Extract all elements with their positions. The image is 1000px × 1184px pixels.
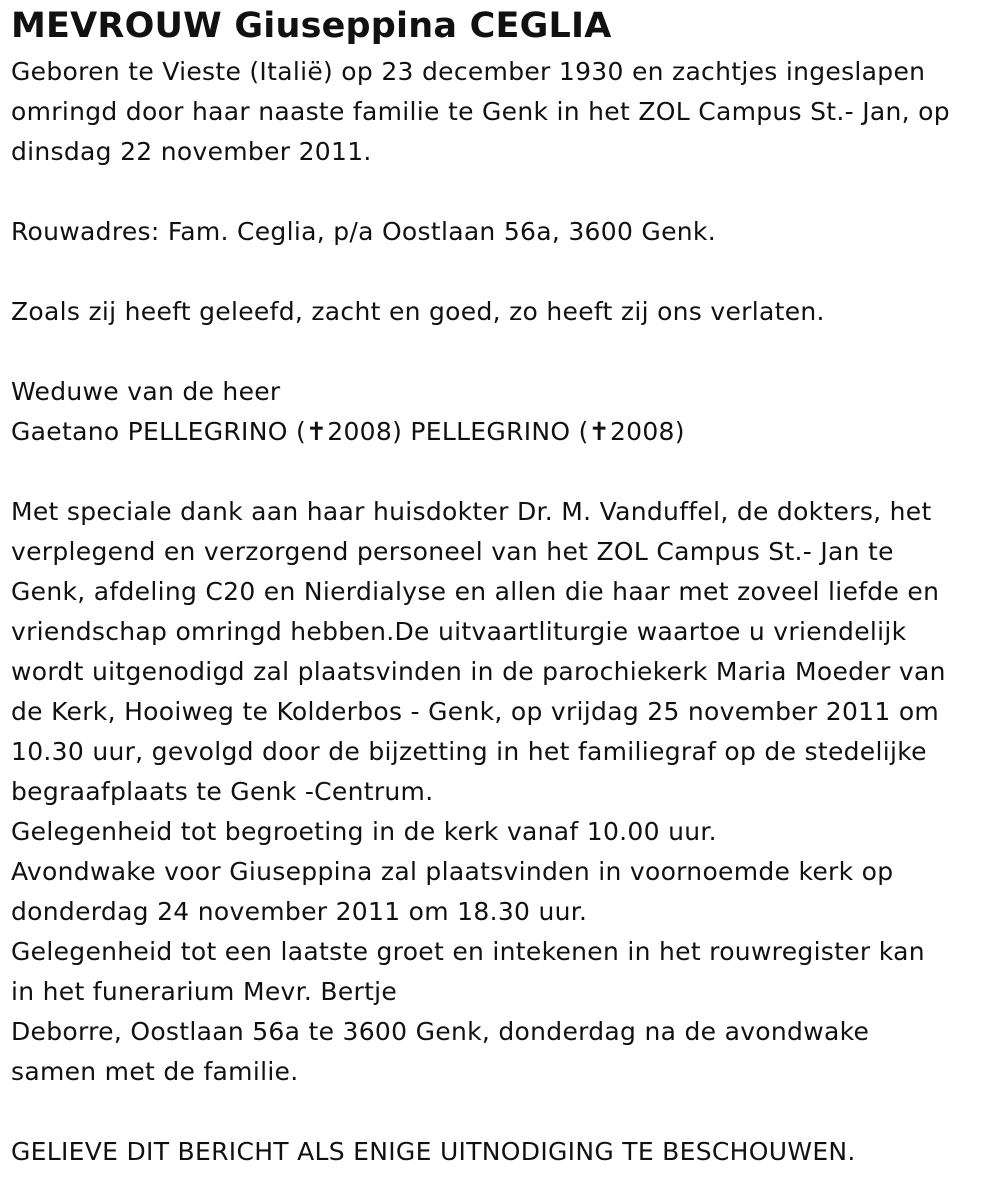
text-line: Genk, afdeling C20 en Nierdialyse en allen die haar met zoveel liefde en: [11, 577, 940, 606]
notice-body: [11, 52, 991, 1172]
paragraph-spacer: [11, 452, 991, 492]
text-line: verplegend en verzorgend personeel van het ZOL Campus St.- Jan te: [11, 537, 894, 566]
text-line: Gelegenheid tot begroeting in de kerk vanaf 10.00 uur.: [11, 817, 717, 846]
text-line: in het funerarium Mevr. Bertje: [11, 977, 398, 1006]
closing-paragraph: [11, 1132, 991, 1172]
text-line: samen met de familie.: [11, 1057, 299, 1086]
text-line: Gelegenheid tot een laatste groet en intekenen in het rouwregister kan: [11, 937, 925, 966]
text-line: Gaetano PELLEGRINO (✝2008) PELLEGRINO (✝2008): [11, 417, 685, 446]
text-line: Avondwake voor Giuseppina zal plaatsvinden in voornoemde kerk op: [11, 857, 894, 886]
text-line: omringd door haar naaste familie te Genk in het ZOL Campus St.- Jan, op: [11, 97, 950, 126]
text-line: vriendschap omringd hebben.De uitvaartliturgie waartoe u vriendelijk: [11, 617, 907, 646]
notice-title: MEVROUW Giuseppina CEGLIA: [11, 6, 612, 46]
birth-death-paragraph: [11, 52, 991, 172]
text-line: Rouwadres: Fam. Ceglia, p/a Oostlaan 56a, 3600 Genk.: [11, 217, 716, 246]
funeral-details-paragraph: [11, 492, 991, 1092]
text-line: wordt uitgenodigd zal plaatsvinden in de parochiekerk Maria Moeder van: [11, 657, 946, 686]
text-line: Met speciale dank aan haar huisdokter Dr. M. Vanduffel, de dokters, het: [11, 497, 932, 526]
text-line: dinsdag 22 november 2011.: [11, 137, 372, 166]
obituary-notice: [11, 0, 991, 1172]
text-line: Zoals zij heeft geleefd, zacht en goed, zo heeft zij ons verlaten.: [11, 297, 825, 326]
text-line: Deborre, Oostlaan 56a te 3600 Genk, donderdag na de avondwake: [11, 1017, 870, 1046]
text-line: Weduwe van de heer: [11, 377, 281, 406]
paragraph-spacer: [11, 172, 991, 212]
paragraph-spacer: [11, 332, 991, 372]
text-line: begraafplaats te Genk -Centrum.: [11, 777, 434, 806]
text-line: donderdag 24 november 2011 om 18.30 uur.: [11, 897, 588, 926]
text-line: 10.30 uur, gevolgd door de bijzetting in het familiegraf op de stedelijke: [11, 737, 927, 766]
text-line: GELIEVE DIT BERICHT ALS ENIGE UITNODIGING TE BESCHOUWEN.: [11, 1137, 856, 1166]
mourning-address-paragraph: [11, 212, 991, 252]
text-line: Geboren te Vieste (Italië) op 23 december 1930 en zachtjes ingeslapen: [11, 57, 926, 86]
text-line: de Kerk, Hooiweg te Kolderbos - Genk, op vrijdag 25 november 2011 om: [11, 697, 940, 726]
paragraph-spacer: [11, 1092, 991, 1132]
spouse-paragraph: [11, 372, 991, 452]
paragraph-spacer: [11, 252, 991, 292]
memorial-quote-paragraph: [11, 292, 991, 332]
